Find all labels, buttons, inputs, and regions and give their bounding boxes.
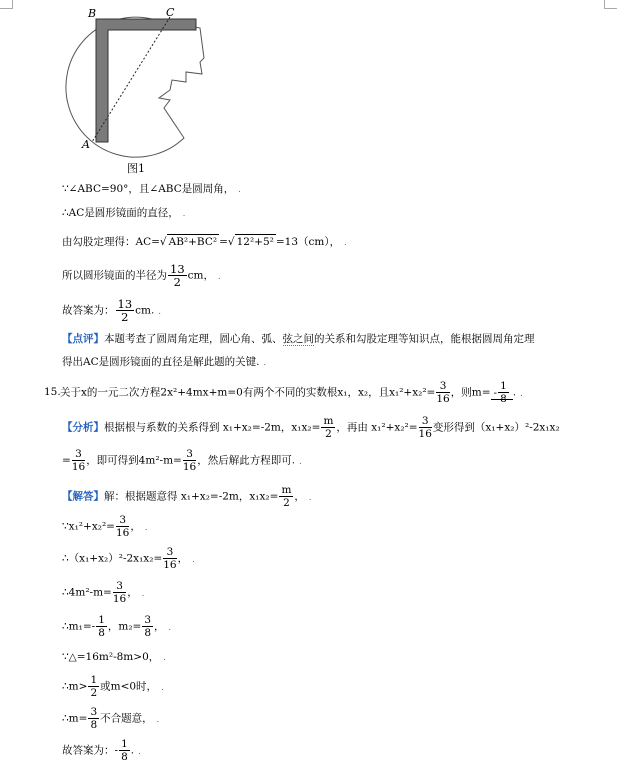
answer-line5: ∴m₁=- $\frac{1}{8}$ ，m₂= $\frac{3}{8}$ ， . [62, 614, 172, 639]
analysis-line1: 【分析】根据根与系数的关系得到 x₁+x₂=-2m，x₁x₂= $\frac{m}{2}$ ，再由 x₁²+x₂²= $\frac{3}{16}$ 变形得到（x₁+x₂）²-2x₁x₂ [62, 415, 560, 440]
right-angle-ruler [96, 19, 196, 142]
label-c: C [166, 6, 175, 19]
sol14-line1: ∵∠ABC=90°，且∠ABC是圆周角， . [62, 183, 241, 195]
circle-mirror-outline [66, 17, 204, 157]
answer-line2: ∵x₁²+x₂²= $\frac{3}{16}$ ， . [62, 514, 148, 539]
crop-mark-left [0, 0, 13, 9]
answer-line7: ∴m> $\frac{1}{2}$ 或m<0时， . [62, 674, 164, 699]
label-b: B [88, 7, 97, 20]
sol14-line4: 所以圆形镜面的半径为 $\frac{13}{2}$ cm， . [62, 262, 221, 289]
problem15-stem: 关于x的一元二次方程2x²+4mx+m=0有两个不同的实数根x₁，x₂，且x₁²+x₂²= $\frac{3}{16}$ ，则m= - $\frac{1}{8}$ . . [60, 380, 523, 405]
geometry-figure [52, 2, 222, 162]
sol14-review-line1: 【点评】本题考查了圆周角定理，圆心角、弧、弦之间的关系和勾股定理等知识点，能根据圆周角定理 [62, 333, 535, 345]
answer-line4: ∴4m²-m= $\frac{3}{16}$ ， . [62, 580, 145, 605]
sol14-line2: ∴AC是圆形镜面的直径， . [62, 207, 186, 219]
answer-line6: ∵△=16m²-8m>0， . [62, 651, 166, 663]
sol14-line3: 由勾股定理得：AC=√ AB²+BC² =√ 12²+5² =13（cm）， . [62, 236, 347, 248]
answer-line9: 故答案为：- $\frac{1}{8}$ . . [62, 738, 141, 763]
answer-line3: ∴（x₁+x₂）²-2x₁x₂= $\frac{3}{16}$ ， . [62, 546, 195, 571]
sol14-line5: 故答案为： $\frac{13}{2}$ cm. . [62, 297, 161, 324]
figure-caption: 图1 [127, 162, 145, 175]
analysis-line2: = $\frac{3}{16}$ ，即可得到4m²-m= $\frac{3}{16}$ ，然后解此方程即可. . [62, 448, 302, 473]
label-a: A [82, 138, 90, 151]
problem-number: 15. [44, 386, 61, 398]
answer-line1: 【解答】解：根据题意得 x₁+x₂=-2m，x₁x₂= $\frac{m}{2}$ ， . [62, 484, 312, 509]
answer-line8: ∴m= $\frac{3}{8}$ 不合题意， . [62, 706, 160, 731]
crop-mark-right [604, 0, 617, 9]
sol14-review-line2: 得出AC是圆形镜面的直径是解此题的关键. . [62, 356, 267, 368]
